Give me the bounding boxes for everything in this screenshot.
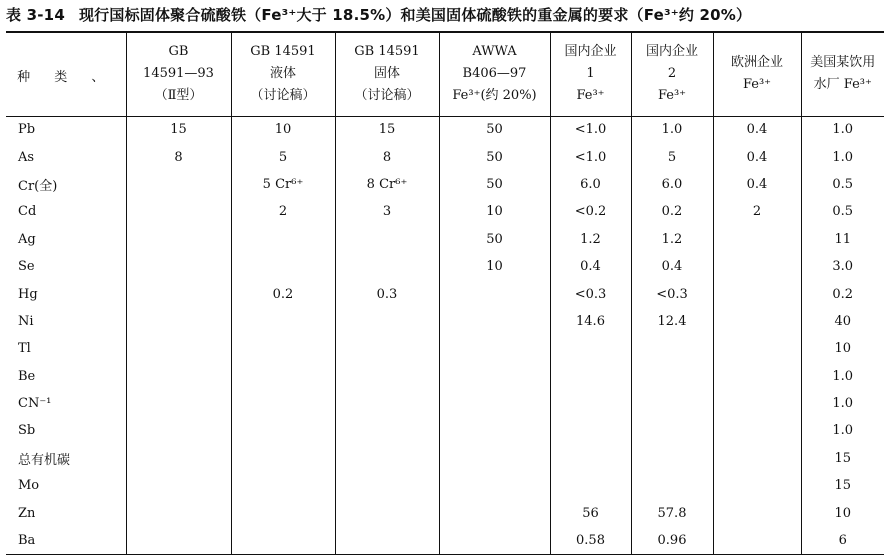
column-header-line: Fe³⁺	[742, 77, 772, 93]
table-cell	[335, 253, 439, 280]
table-cell: 50	[439, 143, 550, 170]
table-cell: 1.0	[801, 363, 884, 390]
table-cell: <0.3	[631, 280, 713, 307]
table-cell	[713, 253, 801, 280]
table-cell	[713, 527, 801, 554]
row-label: Cd	[18, 204, 37, 220]
column-header	[335, 32, 439, 116]
table-cell: 1.0	[801, 390, 884, 417]
table-cell: 0.3	[335, 280, 439, 307]
column-header-line: 水厂 Fe³⁺	[813, 77, 872, 93]
table-title: 现行国标固体聚合硫酸铁（Fe³⁺大于 18.5%）和美国固体硫酸铁的重金属的要求（Fe³⁺约 20%）	[78, 6, 752, 24]
table-cell: 1.0	[801, 116, 884, 143]
table-cell: 8	[335, 143, 439, 170]
table-cell	[335, 363, 439, 390]
table-cell	[231, 308, 335, 335]
table-cell	[335, 390, 439, 417]
table-row	[6, 143, 884, 170]
table-row	[6, 226, 884, 253]
row-label: Pb	[18, 122, 36, 138]
table-cell	[713, 390, 801, 417]
table-cell	[550, 390, 631, 417]
table-cell	[126, 499, 231, 526]
table-cell	[231, 390, 335, 417]
table-row	[6, 499, 884, 526]
table-cell: 0.4	[713, 171, 801, 198]
table-cell: 0.2	[801, 280, 884, 307]
table-cell	[550, 335, 631, 362]
table-cell: 2	[231, 198, 335, 225]
table-cell	[550, 363, 631, 390]
row-label: Be	[18, 368, 36, 384]
row-label: Sb	[18, 423, 36, 439]
table-cell	[231, 499, 335, 526]
table-cell: 5	[631, 143, 713, 170]
column-header-line: Fe³⁺	[657, 88, 687, 104]
table-cell	[713, 499, 801, 526]
table-cell: <1.0	[550, 116, 631, 143]
table-cell	[713, 226, 801, 253]
column-header-line: GB 14591	[354, 44, 420, 60]
table-cell	[713, 335, 801, 362]
table-cell: 3.0	[801, 253, 884, 280]
table-cell	[335, 499, 439, 526]
table-row	[6, 445, 884, 472]
table-cell	[231, 253, 335, 280]
table-row	[6, 171, 884, 198]
table-number: 表 3-14	[6, 6, 65, 24]
table-row	[6, 335, 884, 362]
table-row	[6, 198, 884, 225]
column-header-line: AWWA	[472, 44, 517, 60]
table-row	[6, 417, 884, 444]
table-cell: 57.8	[631, 499, 713, 526]
column-header-line: 国内企业	[564, 44, 617, 60]
table-cell	[126, 335, 231, 362]
row-label: Tl	[18, 341, 31, 357]
table-cell	[713, 417, 801, 444]
column-header-line: GB	[168, 44, 189, 60]
table-cell	[126, 363, 231, 390]
table-cell: <1.0	[550, 143, 631, 170]
table-cell	[713, 280, 801, 307]
table-cell	[126, 417, 231, 444]
table-cell	[631, 417, 713, 444]
table-cell: 14.6	[550, 308, 631, 335]
row-label: 总有机碳	[18, 452, 71, 468]
table-cell	[126, 198, 231, 225]
table-cell	[550, 445, 631, 472]
table-cell: 0.4	[713, 143, 801, 170]
table-cell: 8	[126, 143, 231, 170]
table-cell: 0.4	[631, 253, 713, 280]
table-cell	[439, 335, 550, 362]
column-header	[439, 32, 550, 116]
table-cell: 0.2	[631, 198, 713, 225]
table-cell	[631, 472, 713, 499]
table-cell	[439, 308, 550, 335]
table-cell: 0.4	[550, 253, 631, 280]
table-cell	[126, 226, 231, 253]
table-cell: 1.0	[631, 116, 713, 143]
column-header-line: 欧洲企业	[730, 55, 783, 71]
table-cell	[126, 308, 231, 335]
table-cell	[126, 445, 231, 472]
column-header-line: Fe³⁺	[576, 88, 605, 104]
table-cell: 50	[439, 116, 550, 143]
table-cell	[126, 280, 231, 307]
row-label: Zn	[18, 505, 36, 521]
table-cell: 50	[439, 226, 550, 253]
table-cell: 6	[801, 527, 884, 554]
table-cell	[231, 527, 335, 554]
table-cell	[439, 390, 550, 417]
table-cell: 15	[801, 472, 884, 499]
column-header	[231, 32, 335, 116]
table-cell: <0.2	[550, 198, 631, 225]
column-header	[550, 32, 631, 116]
table-cell: 0.2	[231, 280, 335, 307]
table-cell: 10	[801, 499, 884, 526]
table-cell	[335, 472, 439, 499]
table-cell: 5 Cr⁶⁺	[231, 171, 335, 198]
table-cell: 10	[439, 198, 550, 225]
row-label: Se	[18, 259, 35, 275]
table-row	[6, 363, 884, 390]
table-cell	[126, 171, 231, 198]
table-cell: 56	[550, 499, 631, 526]
column-header-line: 美国某饮用	[810, 55, 876, 71]
table-cell	[126, 527, 231, 554]
table-cell	[231, 363, 335, 390]
table-cell	[550, 417, 631, 444]
row-label: Mo	[18, 478, 40, 494]
table-row	[6, 308, 884, 335]
table-cell	[439, 363, 550, 390]
header-row	[6, 32, 884, 116]
table-cell	[713, 445, 801, 472]
table-cell	[335, 335, 439, 362]
table-cell	[631, 445, 713, 472]
table-cell	[335, 445, 439, 472]
table-row	[6, 116, 884, 143]
table-cell	[335, 417, 439, 444]
row-label: CN⁻¹	[18, 396, 52, 412]
table-cell: 40	[801, 308, 884, 335]
table-cell	[439, 527, 550, 554]
column-header-line: （Ⅱ型）	[154, 88, 203, 104]
table-row	[6, 253, 884, 280]
corner-header	[6, 32, 126, 116]
table-cell: 8 Cr⁶⁺	[335, 171, 439, 198]
column-header-line: 2	[667, 66, 677, 82]
table-cell: 0.5	[801, 198, 884, 225]
table-cell: <0.3	[550, 280, 631, 307]
heavy-metal-requirements-table	[6, 31, 884, 555]
table-cell	[713, 308, 801, 335]
table-cell	[631, 335, 713, 362]
table-cell: 1.0	[801, 417, 884, 444]
table-cell: 15	[801, 445, 884, 472]
table-cell: 10	[801, 335, 884, 362]
column-header-line: GB 14591	[250, 44, 316, 60]
table-cell: 3	[335, 198, 439, 225]
table-cell	[231, 445, 335, 472]
table-cell: 6.0	[550, 171, 631, 198]
table-cell	[335, 226, 439, 253]
table-cell: 1.0	[801, 143, 884, 170]
column-header-line: B406—97	[462, 66, 527, 82]
table-cell: 11	[801, 226, 884, 253]
row-label: Ni	[18, 313, 34, 329]
table-cell	[439, 280, 550, 307]
table-cell: 0.4	[713, 116, 801, 143]
row-label: Hg	[18, 286, 38, 302]
column-header	[713, 32, 801, 116]
table-cell	[231, 472, 335, 499]
table-cell	[335, 308, 439, 335]
row-label: Cr(全)	[18, 178, 58, 194]
table-row	[6, 472, 884, 499]
column-header-line: （讨论稿）	[354, 88, 420, 104]
table-cell: 1.2	[550, 226, 631, 253]
table-cell: 15	[126, 116, 231, 143]
table-cell	[231, 417, 335, 444]
column-header-line: 1	[586, 66, 595, 82]
column-header-line: 14591—93	[143, 66, 214, 82]
column-header	[801, 32, 884, 116]
column-header	[126, 32, 231, 116]
table-cell: 6.0	[631, 171, 713, 198]
table-cell: 2	[713, 198, 801, 225]
table-cell	[439, 417, 550, 444]
table-cell	[713, 363, 801, 390]
table-cell	[231, 335, 335, 362]
column-header-line: 液体	[269, 66, 296, 82]
table-cell	[631, 363, 713, 390]
table-cell	[713, 472, 801, 499]
table-row	[6, 527, 884, 554]
row-label: Ag	[18, 231, 36, 247]
table-cell	[126, 472, 231, 499]
table-cell	[439, 499, 550, 526]
corner-label: 种 类 、	[17, 70, 115, 86]
table-cell: 0.5	[801, 171, 884, 198]
table-cell: 15	[335, 116, 439, 143]
table-cell	[439, 472, 550, 499]
table-row	[6, 280, 884, 307]
table-cell	[126, 253, 231, 280]
row-label: As	[18, 149, 35, 165]
table-cell: 0.58	[550, 527, 631, 554]
table-cell: 12.4	[631, 308, 713, 335]
table-cell	[126, 390, 231, 417]
table-caption	[6, 4, 886, 25]
table-cell	[231, 226, 335, 253]
table-cell	[550, 472, 631, 499]
table-cell	[439, 445, 550, 472]
column-header-line: （讨论稿）	[250, 88, 316, 104]
column-header-line: 国内企业	[645, 44, 698, 60]
table-cell: 10	[439, 253, 550, 280]
column-header-line: Fe³⁺(约 20%)	[452, 88, 537, 104]
table-body	[6, 116, 884, 554]
table-cell	[335, 527, 439, 554]
table-cell: 0.96	[631, 527, 713, 554]
table-cell	[631, 390, 713, 417]
table-cell: 5	[231, 143, 335, 170]
column-header	[631, 32, 713, 116]
column-header-line: 固体	[373, 66, 400, 82]
table-cell: 1.2	[631, 226, 713, 253]
table-row	[6, 390, 884, 417]
table-cell: 10	[231, 116, 335, 143]
table-cell: 50	[439, 171, 550, 198]
row-label: Ba	[6, 527, 126, 554]
